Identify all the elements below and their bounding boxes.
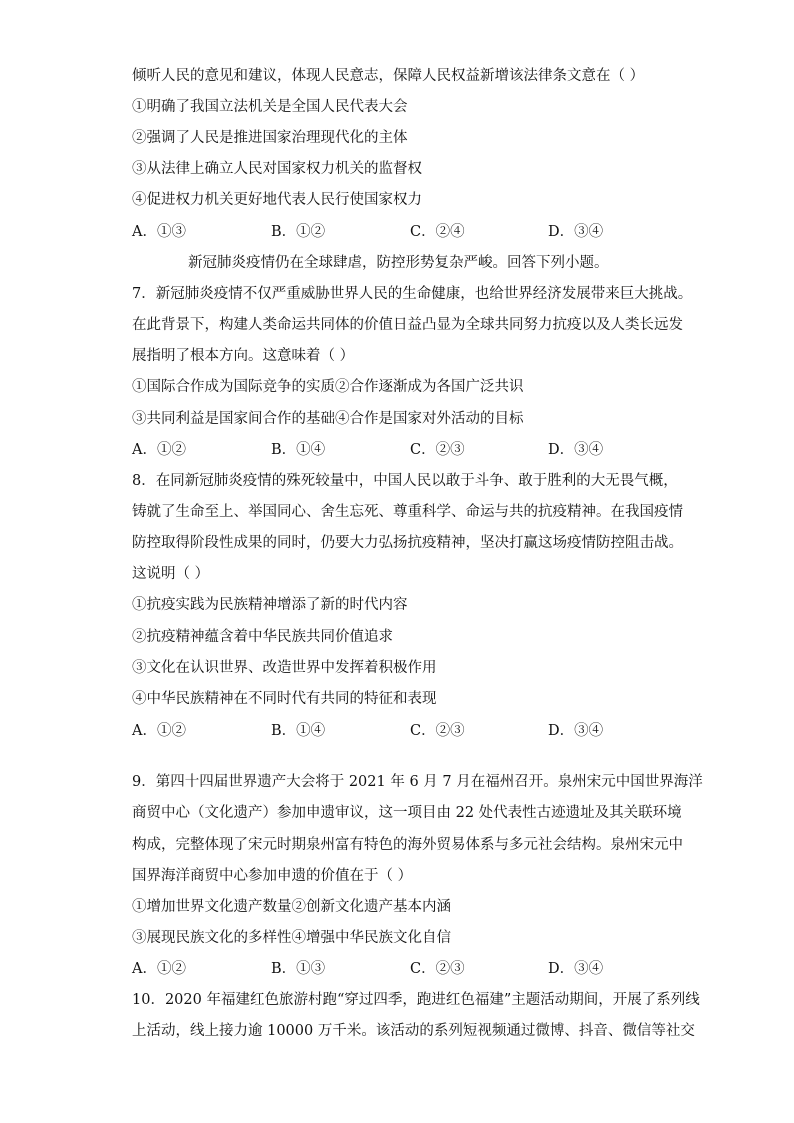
q9-stem-line-2: 商贸中心（文化遗产）参加申遗审议，这一项目由 22 处代表性古迹遗址及其关联环境: [132, 805, 682, 821]
q6-stem-tail: 倾听人民的意见和建议，体现人民意志，保障人民权益新增该法律条文意在（ ）: [132, 68, 645, 84]
q8-option-d: D．③④: [548, 723, 604, 739]
q9-option-d: D．③④: [548, 961, 604, 977]
q7-stem-line-1: 7．新冠肺炎疫情不仅严重威胁世界人民的生命健康，也给世界经济发展带来巨大挑战。: [132, 286, 693, 302]
q8-item-4: ④中华民族精神在不同时代有共同的特征和表现: [132, 691, 437, 707]
q8-stem-line-2: 铸就了生命至上、举国同心、舍生忘死、尊重科学、命运与共的抗疫精神。在我国疫情: [132, 504, 683, 520]
q9-option-a: A．①②: [132, 961, 186, 977]
q6-item-4: ④促进权力机关更好地代表人民行使国家权力: [132, 192, 422, 208]
q9-stem-line-4: 国界海洋商贸中心参加申遗的价值在于（ ）: [132, 868, 413, 884]
q7-item-1: ①国际合作成为国际竞争的实质②合作逐渐成为各国广泛共识: [132, 379, 524, 395]
q8-item-1: ①抗疫实践为民族精神增添了新的时代内容: [132, 597, 408, 613]
q6-item-1: ①明确了我国立法机关是全国人民代表大会: [132, 99, 408, 115]
q7-option-a: A．①②: [132, 442, 186, 458]
q7-stem-line-2: 在此背景下，构建人类命运共同体的价值日益凸显为全球共同努力抗疫以及人类长远发: [132, 317, 683, 333]
q9-stem-line-1: 9．第四十四届世界遗产大会将于 2021 年 6 月 7 月在福州召开。泉州宋元中国世界海洋: [132, 774, 703, 790]
material-intro: 新冠肺炎疫情仍在全球肆虐，防控形势复杂严峻。回答下列小题。: [188, 255, 609, 271]
q10-stem-line-1: 10．2020 年福建红色旅游村跑“穿过四季，跑进红色福建”主题活动期间，开展了系列线: [132, 992, 700, 1008]
q6-option-b: B．①②: [271, 224, 326, 240]
q8-option-a: A．①②: [132, 723, 186, 739]
q7-option-c: C．②③: [410, 442, 465, 458]
q7-item-2: ③共同利益是国家间合作的基础④合作是国家对外活动的目标: [132, 411, 524, 427]
q8-stem-line-3: 防控取得阶段性成果的同时，仍要大力弘扬抗疫精神，坚决打赢这场疫情防控阻击战。: [132, 535, 683, 551]
q9-item-2: ③展现民族文化的多样性④增强中华民族文化自信: [132, 930, 451, 946]
q6-item-2: ②强调了人民是推进国家治理现代化的主体: [132, 130, 408, 146]
q6-option-c: C．②④: [410, 224, 465, 240]
q6-item-3: ③从法律上确立人民对国家权力机关的监督权: [132, 161, 422, 177]
q8-stem-line-4: 这说明（ ）: [132, 566, 210, 582]
q7-stem-line-3: 展指明了根本方向。这意味着（ ）: [132, 348, 355, 364]
q8-option-c: C．②③: [410, 723, 465, 739]
q9-option-b: B．①③: [271, 961, 326, 977]
q9-item-1: ①增加世界文化遗产数量②创新文化遗产基本内涵: [132, 899, 451, 915]
q8-stem-line-1: 8．在同新冠肺炎疫情的殊死较量中，中国人民以敢于斗争、敢于胜利的大无畏气概，: [132, 473, 678, 489]
q8-option-b: B．①④: [271, 723, 326, 739]
q6-option-d: D．③④: [548, 224, 604, 240]
q8-item-3: ③文化在认识世界、改造世界中发挥着积极作用: [132, 660, 437, 676]
q7-option-d: D．③④: [548, 442, 604, 458]
q6-option-a: A．①③: [132, 224, 186, 240]
q10-stem-line-2: 上活动，线上接力逾 10000 万千米。该活动的系列短视频通过微博、抖音、微信等社交: [132, 1023, 695, 1039]
q7-option-b: B．①④: [271, 442, 326, 458]
q9-stem-line-3: 构成，完整体现了宋元时期泉州富有特色的海外贸易体系与多元社会结构。泉州宋元中: [132, 837, 683, 853]
q8-item-2: ②抗疫精神蕴含着中华民族共同价值追求: [132, 629, 393, 645]
q9-option-c: C．②③: [410, 961, 465, 977]
